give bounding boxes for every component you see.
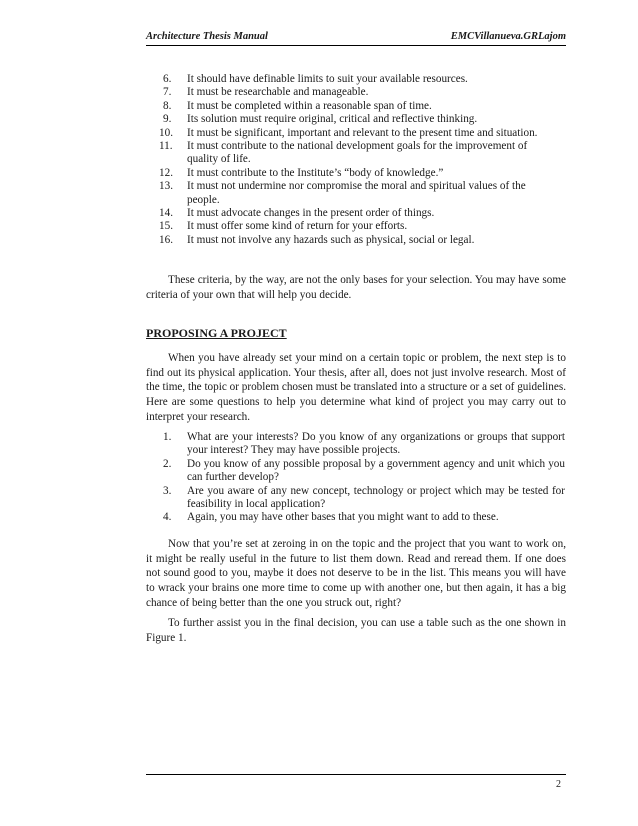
list-item-number: 4. (163, 511, 172, 524)
list-item-text: It must contribute to the national development goals for the improvement of quality of life. (187, 140, 528, 166)
list-item (163, 485, 565, 512)
list-item (159, 140, 543, 167)
list-item-number: 16. (159, 233, 173, 246)
list-item-text: It must advocate changes in the present order of things. (187, 207, 435, 220)
list-item (159, 207, 543, 220)
header-right-authors: EMCVillanueva.GRLajom (450, 31, 566, 42)
list-item-number: 2. (163, 457, 172, 470)
list-item-text: Do you know of any possible proposal by a government agency and unit which you can further develop? (187, 457, 565, 484)
list-item-number: 11. (159, 140, 173, 153)
list-item-number: 14. (159, 207, 173, 220)
footer-divider (146, 774, 566, 775)
list-item (159, 220, 543, 233)
criteria-list (159, 73, 543, 247)
list-item-number: 15. (159, 220, 173, 233)
list-item-text: It must be researchable and manageable. (187, 86, 369, 99)
list-item-number: 7. (163, 86, 172, 99)
zeroing-paragraph: Now that you’re set at zeroing in on the topic and the project that you want to work on, it might be really useful in the future to list them down. Read and reread them. If one does not sound good to you, maybe it does not deserve to be in the list. This means you will have to wrack your brains one more time to come up with another one, but then again, it has a big chance of being better than the one you struck out, right? (146, 538, 566, 609)
list-item-number: 10. (159, 126, 173, 139)
list-item-text: It must offer some kind of return for your efforts. (187, 220, 408, 233)
list-item-number: 13. (159, 180, 173, 193)
list-item (159, 126, 543, 140)
list-item (159, 233, 543, 247)
list-item (163, 511, 565, 524)
list-item-number: 12. (159, 166, 173, 179)
list-item (163, 100, 543, 113)
list-item-number: 3. (163, 484, 172, 497)
list-item (159, 166, 543, 180)
header-left-title: Architecture Thesis Manual (146, 31, 268, 42)
list-item-text: It must contribute to the Institute’s “body of knowledge.” (187, 166, 444, 179)
list-item-text: What are your interests? Do you know of any organizations or groups that support your interest? They may have possible projects. (187, 431, 565, 457)
section-heading: PROPOSING A PROJECT (146, 326, 287, 340)
list-item-text: It must not undermine nor compromise the moral and spiritual values of the people. (187, 180, 526, 206)
proposing-paragraph: When you have already set your mind on a certain topic or problem, the next step is to find out its physical application. Your thesis, after all, does not just involve research. Most of the time, the topic or problem chosen must be translated into a structure or a set of guidelines. Here are some questions to help you determine what kind of project you may carry out to interpret your research. (146, 352, 566, 423)
criteria-paragraph: These criteria, by the way, are not the only bases for your selection. You may have some criteria of your own that will help you decide. (146, 274, 566, 301)
list-item-text: It should have definable limits to suit your available resources. (187, 73, 468, 85)
list-item (163, 113, 543, 126)
list-item (163, 431, 565, 458)
list-item (159, 180, 543, 207)
page-number: 2 (556, 779, 561, 790)
list-item-number: 8. (163, 99, 172, 112)
list-item-number: 9. (163, 113, 172, 126)
list-item (163, 73, 543, 86)
list-item (163, 458, 565, 485)
list-item-text: It must be completed within a reasonable span of time. (187, 99, 432, 112)
list-item-text: Are you aware of any new concept, technology or project which may be tested for feasibility in local application? (187, 484, 565, 511)
list-item-number: 6. (163, 73, 172, 85)
list-item (163, 86, 543, 99)
list-item-text: Again, you may have other bases that you might want to add to these. (187, 511, 499, 524)
page-header (146, 31, 566, 46)
list-item-number: 1. (163, 431, 172, 443)
figure-reference-paragraph: To further assist you in the final decision, you can use a table such as the one shown in Figure 1. (146, 617, 566, 644)
list-item-text: It must be significant, important and relevant to the present time and situation. (187, 126, 538, 139)
list-item-text: Its solution must require original, critical and reflective thinking. (187, 113, 478, 126)
list-item-text: It must not involve any hazards such as physical, social or legal. (187, 233, 475, 246)
questions-list (163, 431, 565, 525)
